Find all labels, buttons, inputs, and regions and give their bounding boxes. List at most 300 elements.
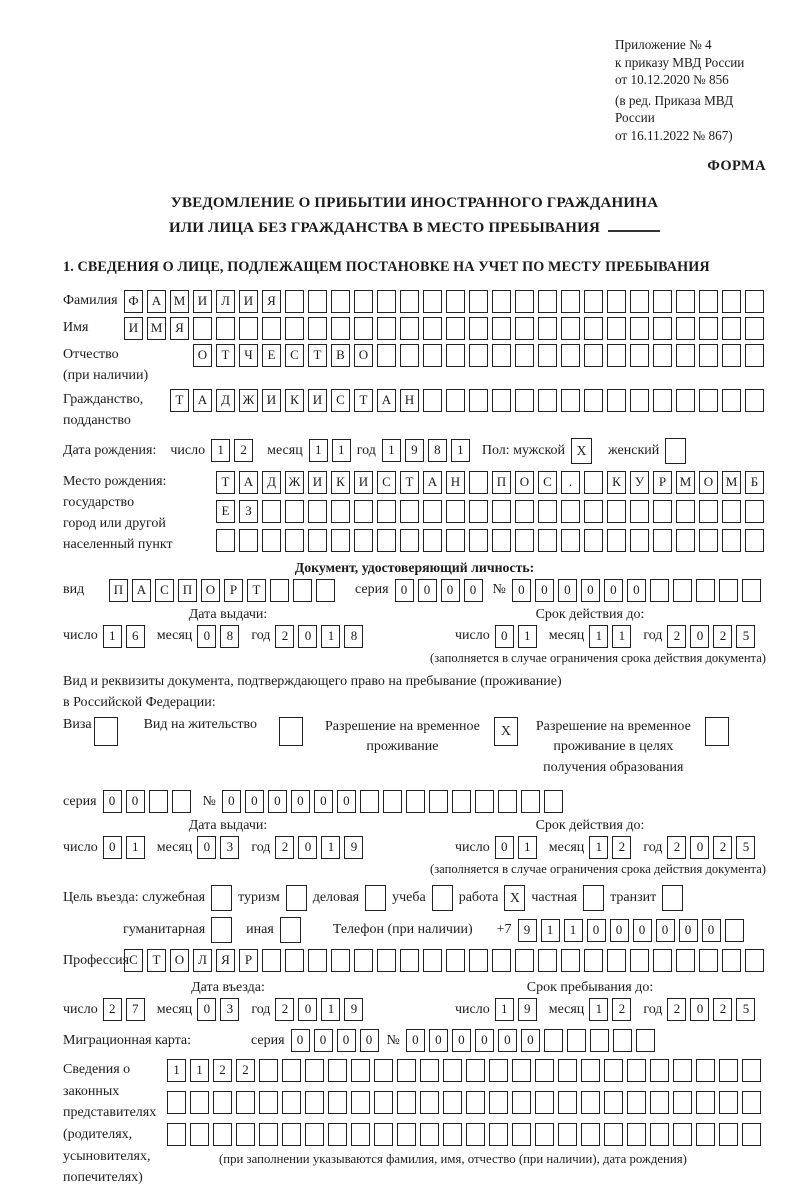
char-cell[interactable] bbox=[584, 290, 603, 313]
char-cell[interactable] bbox=[420, 1091, 439, 1114]
char-cell[interactable] bbox=[676, 500, 695, 523]
char-cell[interactable] bbox=[282, 1091, 301, 1114]
char-cell[interactable]: Р bbox=[653, 471, 672, 494]
char-cell[interactable]: 5 bbox=[736, 836, 755, 859]
char-cell[interactable] bbox=[512, 1091, 531, 1114]
char-cell[interactable] bbox=[331, 317, 350, 340]
char-cell[interactable] bbox=[521, 790, 540, 813]
char-cell[interactable] bbox=[653, 290, 672, 313]
char-cell[interactable]: 1 bbox=[332, 439, 351, 462]
char-cell[interactable] bbox=[492, 949, 511, 972]
char-cell[interactable] bbox=[331, 949, 350, 972]
char-cell[interactable] bbox=[259, 1059, 278, 1082]
char-cell[interactable] bbox=[354, 290, 373, 313]
char-cell[interactable]: С bbox=[155, 579, 174, 602]
char-cell[interactable] bbox=[354, 500, 373, 523]
char-cell[interactable] bbox=[607, 389, 626, 412]
purpose-transit-checkbox[interactable] bbox=[662, 885, 683, 911]
char-cell[interactable] bbox=[584, 344, 603, 367]
char-cell[interactable] bbox=[308, 290, 327, 313]
char-cell[interactable]: 2 bbox=[275, 998, 294, 1021]
char-cell[interactable] bbox=[653, 949, 672, 972]
char-cell[interactable] bbox=[607, 529, 626, 552]
char-cell[interactable]: И bbox=[239, 290, 258, 313]
char-cell[interactable] bbox=[535, 1123, 554, 1146]
char-cell[interactable] bbox=[262, 317, 281, 340]
char-cell[interactable] bbox=[561, 290, 580, 313]
char-cell[interactable] bbox=[630, 949, 649, 972]
char-cell[interactable]: 1 bbox=[211, 439, 230, 462]
char-cell[interactable]: 8 bbox=[428, 439, 447, 462]
char-cell[interactable]: 0 bbox=[429, 1029, 448, 1052]
char-cell[interactable] bbox=[512, 1123, 531, 1146]
char-cell[interactable]: В bbox=[331, 344, 350, 367]
char-cell[interactable] bbox=[239, 529, 258, 552]
char-cell[interactable]: 0 bbox=[498, 1029, 517, 1052]
char-cell[interactable] bbox=[719, 1091, 738, 1114]
char-cell[interactable]: 0 bbox=[126, 790, 145, 813]
char-cell[interactable]: 2 bbox=[667, 998, 686, 1021]
char-cell[interactable]: П bbox=[178, 579, 197, 602]
char-cell[interactable]: 1 bbox=[612, 625, 631, 648]
char-cell[interactable] bbox=[699, 529, 718, 552]
char-cell[interactable] bbox=[722, 529, 741, 552]
char-cell[interactable]: 1 bbox=[103, 625, 122, 648]
char-cell[interactable]: 0 bbox=[298, 836, 317, 859]
char-cell[interactable] bbox=[604, 1091, 623, 1114]
char-cell[interactable] bbox=[377, 317, 396, 340]
char-cell[interactable] bbox=[285, 529, 304, 552]
char-cell[interactable] bbox=[285, 317, 304, 340]
char-cell[interactable]: К bbox=[285, 389, 304, 412]
rvp-checkbox[interactable]: X bbox=[494, 717, 518, 746]
char-cell[interactable] bbox=[374, 1059, 393, 1082]
char-cell[interactable]: Т bbox=[400, 471, 419, 494]
char-cell[interactable]: С bbox=[285, 344, 304, 367]
char-cell[interactable] bbox=[745, 317, 764, 340]
char-cell[interactable]: Т bbox=[247, 579, 266, 602]
char-cell[interactable] bbox=[699, 949, 718, 972]
char-cell[interactable]: 2 bbox=[275, 625, 294, 648]
char-cell[interactable]: Р bbox=[224, 579, 243, 602]
char-cell[interactable]: 1 bbox=[167, 1059, 186, 1082]
char-cell[interactable] bbox=[420, 1123, 439, 1146]
char-cell[interactable] bbox=[745, 389, 764, 412]
char-cell[interactable] bbox=[469, 389, 488, 412]
char-cell[interactable]: 9 bbox=[344, 836, 363, 859]
char-cell[interactable]: Л bbox=[216, 290, 235, 313]
char-cell[interactable]: 0 bbox=[633, 919, 652, 942]
char-cell[interactable] bbox=[538, 317, 557, 340]
char-cell[interactable] bbox=[722, 344, 741, 367]
char-cell[interactable]: 0 bbox=[298, 998, 317, 1021]
char-cell[interactable]: Д bbox=[216, 389, 235, 412]
char-cell[interactable]: 1 bbox=[589, 998, 608, 1021]
char-cell[interactable] bbox=[377, 949, 396, 972]
char-cell[interactable]: 1 bbox=[589, 836, 608, 859]
char-cell[interactable]: Д bbox=[262, 471, 281, 494]
char-cell[interactable] bbox=[489, 1123, 508, 1146]
char-cell[interactable] bbox=[397, 1123, 416, 1146]
char-cell[interactable] bbox=[699, 290, 718, 313]
sex-male-checkbox[interactable]: X bbox=[571, 438, 592, 464]
char-cell[interactable]: Н bbox=[446, 471, 465, 494]
char-cell[interactable]: Я bbox=[216, 949, 235, 972]
char-cell[interactable] bbox=[538, 290, 557, 313]
char-cell[interactable]: 0 bbox=[627, 579, 646, 602]
char-cell[interactable]: 0 bbox=[268, 790, 287, 813]
char-cell[interactable]: 0 bbox=[197, 836, 216, 859]
char-cell[interactable]: 0 bbox=[245, 790, 264, 813]
char-cell[interactable] bbox=[282, 1123, 301, 1146]
char-cell[interactable] bbox=[561, 529, 580, 552]
char-cell[interactable] bbox=[443, 1059, 462, 1082]
char-cell[interactable]: Я bbox=[262, 290, 281, 313]
char-cell[interactable] bbox=[285, 290, 304, 313]
char-cell[interactable] bbox=[745, 529, 764, 552]
char-cell[interactable] bbox=[397, 1091, 416, 1114]
char-cell[interactable] bbox=[489, 1059, 508, 1082]
char-cell[interactable] bbox=[535, 1059, 554, 1082]
char-cell[interactable]: 0 bbox=[395, 579, 414, 602]
char-cell[interactable] bbox=[423, 949, 442, 972]
purpose-tourism-checkbox[interactable] bbox=[286, 885, 307, 911]
char-cell[interactable]: . bbox=[561, 471, 580, 494]
char-cell[interactable]: 0 bbox=[690, 998, 709, 1021]
char-cell[interactable] bbox=[607, 290, 626, 313]
char-cell[interactable] bbox=[653, 500, 672, 523]
char-cell[interactable]: 7 bbox=[126, 998, 145, 1021]
char-cell[interactable] bbox=[308, 317, 327, 340]
char-cell[interactable]: 1 bbox=[321, 998, 340, 1021]
char-cell[interactable]: 0 bbox=[441, 579, 460, 602]
char-cell[interactable]: А bbox=[132, 579, 151, 602]
char-cell[interactable]: О bbox=[699, 471, 718, 494]
char-cell[interactable] bbox=[742, 1059, 761, 1082]
char-cell[interactable] bbox=[239, 317, 258, 340]
char-cell[interactable] bbox=[446, 317, 465, 340]
char-cell[interactable] bbox=[650, 1123, 669, 1146]
purpose-humanitarian-checkbox[interactable] bbox=[211, 917, 232, 943]
char-cell[interactable] bbox=[627, 1123, 646, 1146]
char-cell[interactable]: 1 bbox=[518, 625, 537, 648]
char-cell[interactable] bbox=[676, 317, 695, 340]
char-cell[interactable] bbox=[446, 290, 465, 313]
purpose-official-checkbox[interactable] bbox=[211, 885, 232, 911]
char-cell[interactable] bbox=[328, 1091, 347, 1114]
char-cell[interactable]: Т bbox=[216, 344, 235, 367]
char-cell[interactable] bbox=[167, 1123, 186, 1146]
char-cell[interactable] bbox=[673, 1091, 692, 1114]
char-cell[interactable] bbox=[285, 949, 304, 972]
char-cell[interactable] bbox=[308, 529, 327, 552]
char-cell[interactable] bbox=[699, 344, 718, 367]
char-cell[interactable]: 2 bbox=[234, 439, 253, 462]
char-cell[interactable] bbox=[558, 1059, 577, 1082]
char-cell[interactable] bbox=[492, 317, 511, 340]
char-cell[interactable] bbox=[607, 317, 626, 340]
char-cell[interactable] bbox=[443, 1123, 462, 1146]
char-cell[interactable] bbox=[331, 500, 350, 523]
char-cell[interactable] bbox=[567, 1029, 586, 1052]
char-cell[interactable] bbox=[590, 1029, 609, 1052]
char-cell[interactable] bbox=[607, 500, 626, 523]
char-cell[interactable] bbox=[722, 949, 741, 972]
char-cell[interactable] bbox=[351, 1059, 370, 1082]
char-cell[interactable] bbox=[446, 529, 465, 552]
char-cell[interactable] bbox=[400, 949, 419, 972]
char-cell[interactable] bbox=[742, 579, 761, 602]
char-cell[interactable]: С bbox=[124, 949, 143, 972]
char-cell[interactable] bbox=[581, 1091, 600, 1114]
char-cell[interactable] bbox=[354, 317, 373, 340]
char-cell[interactable] bbox=[745, 344, 764, 367]
char-cell[interactable] bbox=[653, 389, 672, 412]
char-cell[interactable]: 5 bbox=[736, 998, 755, 1021]
purpose-other-checkbox[interactable] bbox=[280, 917, 301, 943]
char-cell[interactable]: М bbox=[147, 317, 166, 340]
char-cell[interactable]: 0 bbox=[521, 1029, 540, 1052]
char-cell[interactable] bbox=[515, 389, 534, 412]
char-cell[interactable] bbox=[259, 1123, 278, 1146]
char-cell[interactable]: 0 bbox=[535, 579, 554, 602]
char-cell[interactable] bbox=[498, 790, 517, 813]
char-cell[interactable] bbox=[676, 344, 695, 367]
char-cell[interactable] bbox=[423, 317, 442, 340]
char-cell[interactable] bbox=[515, 344, 534, 367]
char-cell[interactable]: 0 bbox=[291, 790, 310, 813]
char-cell[interactable] bbox=[535, 1091, 554, 1114]
char-cell[interactable] bbox=[538, 389, 557, 412]
char-cell[interactable] bbox=[538, 529, 557, 552]
char-cell[interactable] bbox=[584, 949, 603, 972]
char-cell[interactable] bbox=[515, 949, 534, 972]
char-cell[interactable] bbox=[305, 1059, 324, 1082]
char-cell[interactable]: 0 bbox=[495, 625, 514, 648]
char-cell[interactable]: 0 bbox=[298, 625, 317, 648]
char-cell[interactable]: 0 bbox=[103, 790, 122, 813]
char-cell[interactable] bbox=[561, 344, 580, 367]
residence-permit-checkbox[interactable] bbox=[279, 717, 303, 746]
char-cell[interactable] bbox=[466, 1123, 485, 1146]
char-cell[interactable] bbox=[469, 500, 488, 523]
char-cell[interactable] bbox=[469, 471, 488, 494]
char-cell[interactable] bbox=[673, 579, 692, 602]
char-cell[interactable] bbox=[699, 389, 718, 412]
char-cell[interactable]: А bbox=[423, 471, 442, 494]
char-cell[interactable]: О bbox=[201, 579, 220, 602]
char-cell[interactable]: И bbox=[308, 389, 327, 412]
char-cell[interactable]: С bbox=[377, 471, 396, 494]
char-cell[interactable]: 1 bbox=[451, 439, 470, 462]
char-cell[interactable]: 9 bbox=[518, 998, 537, 1021]
char-cell[interactable]: 0 bbox=[452, 1029, 471, 1052]
char-cell[interactable] bbox=[492, 500, 511, 523]
char-cell[interactable] bbox=[360, 790, 379, 813]
char-cell[interactable] bbox=[423, 389, 442, 412]
char-cell[interactable]: Т bbox=[308, 344, 327, 367]
char-cell[interactable] bbox=[305, 1091, 324, 1114]
char-cell[interactable] bbox=[236, 1091, 255, 1114]
char-cell[interactable] bbox=[699, 500, 718, 523]
char-cell[interactable]: 1 bbox=[541, 919, 560, 942]
char-cell[interactable]: 0 bbox=[197, 625, 216, 648]
char-cell[interactable] bbox=[193, 317, 212, 340]
char-cell[interactable] bbox=[722, 500, 741, 523]
char-cell[interactable] bbox=[699, 317, 718, 340]
char-cell[interactable] bbox=[745, 290, 764, 313]
char-cell[interactable]: Е bbox=[262, 344, 281, 367]
char-cell[interactable] bbox=[328, 1059, 347, 1082]
char-cell[interactable] bbox=[282, 1059, 301, 1082]
char-cell[interactable]: 0 bbox=[360, 1029, 379, 1052]
char-cell[interactable]: 0 bbox=[418, 579, 437, 602]
char-cell[interactable] bbox=[676, 290, 695, 313]
char-cell[interactable] bbox=[328, 1123, 347, 1146]
char-cell[interactable] bbox=[354, 949, 373, 972]
char-cell[interactable] bbox=[719, 1059, 738, 1082]
char-cell[interactable] bbox=[515, 500, 534, 523]
char-cell[interactable] bbox=[446, 389, 465, 412]
char-cell[interactable]: 2 bbox=[236, 1059, 255, 1082]
char-cell[interactable] bbox=[397, 1059, 416, 1082]
char-cell[interactable]: 0 bbox=[702, 919, 721, 942]
char-cell[interactable]: 2 bbox=[667, 836, 686, 859]
char-cell[interactable]: 8 bbox=[220, 625, 239, 648]
char-cell[interactable]: 2 bbox=[103, 998, 122, 1021]
char-cell[interactable]: 0 bbox=[337, 1029, 356, 1052]
char-cell[interactable] bbox=[167, 1091, 186, 1114]
char-cell[interactable]: 2 bbox=[612, 836, 631, 859]
char-cell[interactable] bbox=[492, 344, 511, 367]
char-cell[interactable]: 0 bbox=[103, 836, 122, 859]
char-cell[interactable] bbox=[561, 949, 580, 972]
char-cell[interactable]: И bbox=[124, 317, 143, 340]
char-cell[interactable] bbox=[423, 529, 442, 552]
char-cell[interactable] bbox=[673, 1059, 692, 1082]
char-cell[interactable]: 6 bbox=[126, 625, 145, 648]
char-cell[interactable] bbox=[696, 1059, 715, 1082]
char-cell[interactable] bbox=[584, 317, 603, 340]
char-cell[interactable]: 2 bbox=[667, 625, 686, 648]
char-cell[interactable] bbox=[584, 389, 603, 412]
char-cell[interactable] bbox=[213, 1091, 232, 1114]
char-cell[interactable]: 1 bbox=[126, 836, 145, 859]
char-cell[interactable]: 9 bbox=[405, 439, 424, 462]
char-cell[interactable]: 0 bbox=[222, 790, 241, 813]
char-cell[interactable] bbox=[676, 949, 695, 972]
char-cell[interactable]: Р bbox=[239, 949, 258, 972]
char-cell[interactable]: О bbox=[193, 344, 212, 367]
char-cell[interactable]: Я bbox=[170, 317, 189, 340]
char-cell[interactable] bbox=[558, 1091, 577, 1114]
char-cell[interactable]: И bbox=[193, 290, 212, 313]
char-cell[interactable]: 0 bbox=[314, 790, 333, 813]
char-cell[interactable] bbox=[696, 1123, 715, 1146]
char-cell[interactable]: 0 bbox=[475, 1029, 494, 1052]
char-cell[interactable]: 2 bbox=[713, 998, 732, 1021]
char-cell[interactable]: 0 bbox=[604, 579, 623, 602]
sex-female-checkbox[interactable] bbox=[665, 438, 686, 464]
char-cell[interactable] bbox=[270, 579, 289, 602]
char-cell[interactable] bbox=[469, 344, 488, 367]
char-cell[interactable] bbox=[650, 579, 669, 602]
char-cell[interactable] bbox=[538, 949, 557, 972]
char-cell[interactable] bbox=[354, 529, 373, 552]
char-cell[interactable]: 1 bbox=[309, 439, 328, 462]
char-cell[interactable]: О bbox=[170, 949, 189, 972]
char-cell[interactable]: 2 bbox=[213, 1059, 232, 1082]
char-cell[interactable]: 1 bbox=[518, 836, 537, 859]
char-cell[interactable]: Б bbox=[745, 471, 764, 494]
char-cell[interactable] bbox=[262, 949, 281, 972]
char-cell[interactable] bbox=[475, 790, 494, 813]
char-cell[interactable]: 1 bbox=[382, 439, 401, 462]
char-cell[interactable] bbox=[443, 1091, 462, 1114]
char-cell[interactable]: А bbox=[147, 290, 166, 313]
char-cell[interactable] bbox=[742, 1123, 761, 1146]
char-cell[interactable]: 0 bbox=[464, 579, 483, 602]
char-cell[interactable] bbox=[544, 1029, 563, 1052]
char-cell[interactable] bbox=[515, 317, 534, 340]
char-cell[interactable]: К bbox=[331, 471, 350, 494]
char-cell[interactable] bbox=[719, 579, 738, 602]
char-cell[interactable] bbox=[745, 949, 764, 972]
char-cell[interactable] bbox=[469, 529, 488, 552]
char-cell[interactable] bbox=[400, 529, 419, 552]
char-cell[interactable]: 0 bbox=[406, 1029, 425, 1052]
char-cell[interactable] bbox=[676, 389, 695, 412]
char-cell[interactable] bbox=[515, 529, 534, 552]
char-cell[interactable] bbox=[446, 500, 465, 523]
char-cell[interactable] bbox=[293, 579, 312, 602]
char-cell[interactable] bbox=[452, 790, 471, 813]
char-cell[interactable]: 0 bbox=[656, 919, 675, 942]
char-cell[interactable] bbox=[429, 790, 448, 813]
char-cell[interactable] bbox=[722, 389, 741, 412]
char-cell[interactable] bbox=[423, 500, 442, 523]
char-cell[interactable]: 1 bbox=[190, 1059, 209, 1082]
char-cell[interactable] bbox=[561, 500, 580, 523]
char-cell[interactable]: П bbox=[109, 579, 128, 602]
char-cell[interactable] bbox=[400, 344, 419, 367]
char-cell[interactable] bbox=[630, 389, 649, 412]
char-cell[interactable] bbox=[466, 1059, 485, 1082]
char-cell[interactable] bbox=[213, 1123, 232, 1146]
char-cell[interactable] bbox=[696, 579, 715, 602]
char-cell[interactable]: А bbox=[239, 471, 258, 494]
char-cell[interactable] bbox=[149, 790, 168, 813]
char-cell[interactable] bbox=[722, 317, 741, 340]
char-cell[interactable] bbox=[584, 529, 603, 552]
char-cell[interactable] bbox=[423, 290, 442, 313]
char-cell[interactable]: 2 bbox=[612, 998, 631, 1021]
char-cell[interactable] bbox=[423, 344, 442, 367]
purpose-work-checkbox[interactable]: X bbox=[504, 885, 525, 911]
char-cell[interactable]: Ж bbox=[285, 471, 304, 494]
char-cell[interactable]: 1 bbox=[321, 836, 340, 859]
char-cell[interactable] bbox=[377, 290, 396, 313]
char-cell[interactable] bbox=[305, 1123, 324, 1146]
char-cell[interactable] bbox=[492, 290, 511, 313]
char-cell[interactable]: С bbox=[331, 389, 350, 412]
char-cell[interactable]: 9 bbox=[344, 998, 363, 1021]
char-cell[interactable]: 1 bbox=[589, 625, 608, 648]
char-cell[interactable] bbox=[581, 1059, 600, 1082]
char-cell[interactable] bbox=[512, 1059, 531, 1082]
char-cell[interactable] bbox=[285, 500, 304, 523]
char-cell[interactable] bbox=[653, 529, 672, 552]
